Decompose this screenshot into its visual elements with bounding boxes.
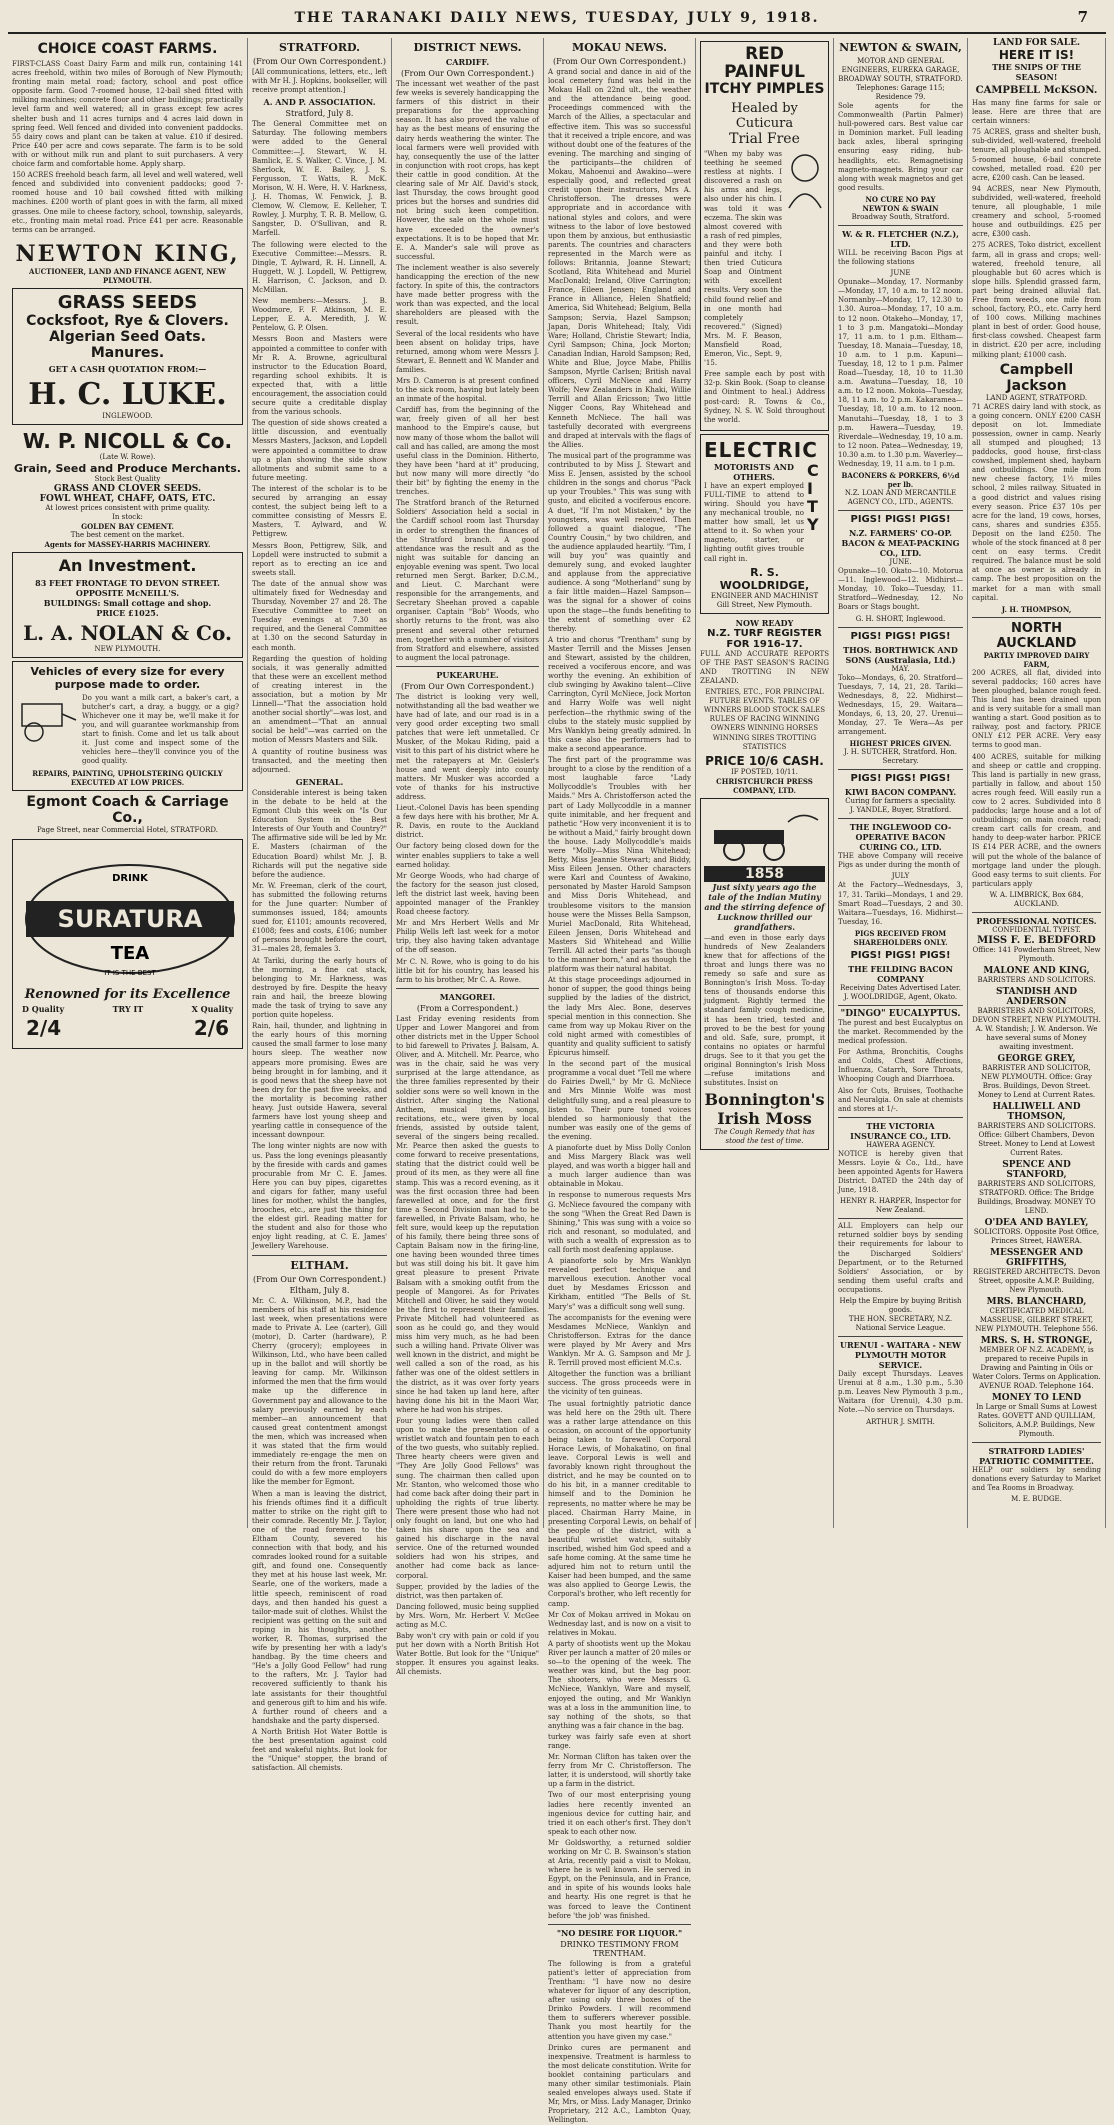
prof-blanchard-sub: CERTIFICATED MEDICAL MASSEUSE, GILBERT STREET, NEW PLYMOUTH. Telephone 556. xyxy=(975,1306,1098,1333)
borthwick-sign: J. H. SUTCHER, Stratford. Hon. Secretary. xyxy=(844,748,957,766)
north-auckland-sub: PARTLY IMPROVED DAIRY FARM, xyxy=(983,650,1090,669)
column-5 xyxy=(696,38,834,1528)
prof-stronge-sub: MEMBER OF N.Z. ACADEMY, is prepared to receive Pupils in Drawing and Painting in Oils or Water Colors. Terms on Application. AVENUE ROAD. Telephone 164. xyxy=(972,1345,1101,1390)
newton-swain-tel: Telephones: Garage 115; Residence 79. xyxy=(856,84,945,101)
gen-p4: Rain, hail, thunder, and lightning in the early hours of this morning caused the small farmer to lose many hours sleep. The weather now appears more promising. Ewes are being brought in for lambing, and it is good news that the sheep have not been dry for the past five weeks, and the mortality is becoming rather heavy. Just outside Hawera, several farmers have lost young sheep and yearling cattle in consequence of the incessant downpour. xyxy=(252,1022,387,1140)
investment-head: An Investment. xyxy=(58,555,197,575)
turf-p2: ENTRIES, ETC., FOR PRINCIPAL FUTURE EVENTS. TABLES OF WINNERS BLOOD STOCK SALES RULES OF RACING WINNING OWNERS WINNING HORSES WINNING SIRES TROTTING STATISTICS xyxy=(703,688,826,751)
eltham-p2: When a man is leaving the district, his friends oftimes find it a difficult matter to strike on the right gift to their comrade. Recently Mr. J. Taylor, one of the road foremen to the Eltham County, severed his connection with that body, and his comrades looked round for a suitable gift, and found one. Consequently they met at his house last week, Mr. Searle, one of the workers, made a little speech, reminiscent of road days, and then handed his guest a tailor-made suit of clothes. Whilst the recipient was getting on the suit and roping in his thoughts, another worker, R. Thomas, surprised the wife by presenting her with a lady's handbag. By the time cheers and "He's a Jolly Good Fellow" had rung to the rafters, Mr. J. Taylor had recovered sufficiently to thank his late assistants for their thoughtful and generous gift to him and his wife. A further round of cheers and a handshake and the party dispersed. xyxy=(252,1489,387,1725)
mokau-p2: The musical part of the programme was contributed to by Miss J. Stewart and Miss E. Jensen, assisted by the school children in the songs and chorus "Pack up your Troubles." This was sung with gusto, and elicited a vociferous encore. A duet, "If I'm not Mistaken," by the youngsters, was well received. Then followed a quaint dialogue, "The Country Cousin," by two children, and the audience applauded heartily. "Tim, I will buy you" was quaintly and demurely sung, and evoked laughter and applause from the appreciative audience. A song "Motherland" sung by a fair little maiden—Hazel Sampson—was the signal for a shower of coins upon the stage—the funds benefiting to the extent of something over £2 thereby. xyxy=(548,451,691,633)
newton-swain-addr: Broadway South, Stratford. xyxy=(851,212,950,221)
borthwick-price: HIGHEST PRICES GIVEN. xyxy=(849,739,952,749)
dingo-p3: Also for Cuts, Bruises, Toothache and Neuralgia. On sale at chemists and stores at 1/-. xyxy=(838,1086,963,1113)
mokau-p18: Mr Goldsworthy, a returned soldier working on Mr C. B. Swainson's station at Aria, recently paid a visit to Mokau, where he is well known. He served in Egypt, on the Peninsula, and in France, and in spite of his wounds looks hale and hearty. His one regret is that he was forced to leave the Continent before 'the job' was finished. xyxy=(548,1838,691,1920)
mokau-p12: The usual fortnightly patriotic dance was held here on the 29th ult. There was a rather large attendance on this occasion, on account of the opportunity being taken to farewell Corporal Horace Lewis, of Mohakatino, on final leave. Corporal Lewis is well and favorably known right throughout the district, and he may be counted on to do his bit, in a manner creditable to himself and to the Dominion he represents, no matter where he may be placed. Chairman Harry Maine, in presenting Corporal Lewis, on behalf of the people of the district, with a beautiful wristlet watch, suitably inscribed, wished him God speed and a safe home coming. At the same time he adjured him not to return until the Kaiser had been bumped, and the same was also applied to George Lewis, the Corporal's brother, who left recently for camp. xyxy=(548,1399,691,1608)
borthwick-list: Toko—Mondays, 6, 20. Stratford—Tuesdays, 7, 14, 21, 28. Tariki—Wednesdays, 8, 22. Midhirst—Wednesdays, 15, 29. Waitara—Mondays, 6, 13, 20, 27. Urenui—Monday, 27. Te Wera—As per arrangement. xyxy=(838,673,963,737)
electric-l1: MOTORISTS AND OTHERS. xyxy=(714,461,794,482)
gen-p1: Considerable interest is being taken in the debate to be held at the Egmont Club this week on "Is Our Education System in the Best Interests of Our Youth and Country?" The affirmative side will be led by Mr. E. Masters (chairman of the Education Board) whilst Mr. J. B. Richards will put the negative side before the audience. xyxy=(252,788,387,879)
prof-money-to-lend: MONEY TO LEND xyxy=(991,1392,1082,1403)
mang-p1: Last Friday evening residents from Upper and Lower Mangorei and from other districts met in the Upper School to bid farewell to Privates J. Balsam, A. Oliver, and A. Mitchell. Mr. Pearce, who was in the chair, said he was very surprised at the large attendance, as the three families represented by their soldier sons were so well known in the district. After singing the National Anthem, musical items, songs, recitations, etc., were given by local friends, assisted by outside talent, several of the singers being recalled. Mr. Pearce then asked the guests to come forward to receive presentations, stating that the district could well be proud of its men, as they were all fine stamp. This was a record evening, as it was the first occasion three had been farewelled at once, and for the first time a Second Division man had to be farewelled, in Private Balsam, who, he felt sure, would keep up the reputation of his family, there being three sons of Captain Balsam now in the firing-line, one having been wounded three times but was still doing his bit. It gave him great pleasure to present Private Balsam with a smoking outfit from the people of Mangorei. As for Privates Mitchell and Oliver, he said they would be the first to represent their families. Private Mitchell had volunteered as soon as he could go, and they would miss him very much, as he had been such a willing hand. Private Oliver was well known in the district, and might be well called a son of the road, as his father was one of the oldest settlers in the district, as it was over forty years since he had taken up land here, after having done his bit in the Maori War, where he had won his stripes. xyxy=(396,1014,539,1414)
mokau-p14: A party of shootists went up the Mokau River per launch a matter of 20 miles or so—to the opening of the week. The weather was kind, but the bag poor. The shooters, who were Messrs G. McNiece, Wanklyn, Ware and myself, enjoyed the outing, and Mr Wanklyn was at a loss in the ammunition line, to say nothing of the shots, so that anything was a fair chance in the bag. xyxy=(548,1639,691,1730)
prof-messenger-griffiths-sub: REGISTERED ARCHITECTS. Devon Street, opposite A.M.P. Building, New Plymouth. xyxy=(972,1267,1101,1294)
feilding-heading: THE FEILDING BACON COMPANY xyxy=(848,963,953,984)
cannon-illustration-icon xyxy=(704,802,828,862)
mokau-p11: Altogether the function was a brilliant success. The gross proceeds were in the vicinity of ten guineas. xyxy=(548,1370,691,1397)
prof-bedford-office: Office: 141 Powderham Street, New Plymouth. xyxy=(972,945,1101,963)
grass-seeds-l4: GET A CASH QUOTATION FROM:— xyxy=(48,363,207,374)
ap-p10: A quantity of routine business was transacted, and the meeting then adjourned. xyxy=(252,747,387,774)
newton-king-sub: AUCTIONEER, LAND AND FINANCE AGENT, NEW PLYMOUTH. xyxy=(29,266,226,285)
fletcher-heading: W. & R. FLETCHER (N.Z.), LTD. xyxy=(842,228,959,249)
tea-x-quality: X Quality xyxy=(191,1003,233,1014)
victoria-heading: THE VICTORIA INSURANCE CO., LTD. xyxy=(850,1120,951,1141)
prof-odea-bayley-sub: SOLICITORS. Opposite Post Office, Princes Street, HAWERA. xyxy=(973,1227,1100,1245)
newton-swain-heading: NEWTON & SWAIN, xyxy=(839,41,962,54)
no-cure-no-pay: NO CURE NO PAY xyxy=(865,194,936,204)
stratford-sub: (From Our Own Correspondent.) xyxy=(252,57,387,66)
egmont-coach-addr: Page Street, near Commercial Hotel, STRATFORD. xyxy=(37,825,218,834)
cardiff-p2: The inclement weather is also severely handicapping the erection of the new factory. In spite of this, the contractors have made better progress with the work than was expected, and the local shareholders are pleased with the result. xyxy=(396,263,539,327)
nz-farmers-heading: N.Z. FARMERS' CO-OP. BACON & MEAT-PACKING CO., LTD. xyxy=(841,528,960,559)
pigs-banner-4: PIGS! PIGS! PIGS! xyxy=(850,949,951,961)
grass-seeds-ad xyxy=(12,288,243,425)
tea-renowned: Renowned for its Excellence xyxy=(24,986,231,1002)
feilding-text: Receiving Dates Advertised Later. xyxy=(840,983,961,992)
masthead xyxy=(8,4,1106,34)
grass-seeds-l2: Algerian Seed Oats. xyxy=(49,328,206,345)
investment-l2: OPPOSITE McNEILL'S. xyxy=(75,587,180,598)
pukearuhe-heading: PUKEARUHE. xyxy=(436,669,499,680)
mokau-p9: A pianoforte solo by Mrs Wanklyn revealed perfect technique and marvellous execution. Another vocal duet by Mesdames Ericsson and Kirkham, entitled "The Bells of St. Mary's" was a difficult song well sung. xyxy=(548,1257,691,1311)
limbrick-sign: W. A. LIMBRICK, Box 684, AUCKLAND. xyxy=(989,890,1084,908)
nicoll-l8: Agents for MASSEY-HARRIS MACHINERY. xyxy=(44,539,211,549)
fletcher-text: WILL be receiving Bacon Pigs at the following stations xyxy=(838,248,963,267)
district-news-heading: DISTRICT NEWS. xyxy=(413,41,522,54)
vehicles-text: Do you want a milk cart, a baker's cart, a butcher's cart, a dray, a buggy, or a gig? Whichever one it may be, we'll make it for you, and will guarantee workmanship from start to finish. Come and let us talk about it. Just come and inspect some of the vehicles here—they'll convince you of the good quality. xyxy=(82,693,239,766)
fletcher-agent: N.Z. LOAN AND MERCANTILE AGENCY CO., LTD., AGENTS. xyxy=(844,489,957,507)
ladies-patriotic-text: HELP our soldiers by sending donations every Saturday to Market and Tea Rooms in Broadway. xyxy=(972,1465,1101,1493)
cardiff-heading: CARDIFF. xyxy=(445,57,490,67)
mokau-p4: The first part of the programme was brought to a close by the rendition of a most laughable farce "Lady Mollycoddle's Troubles with her Maids." Mrs A. Christofferson acted the part of Lady Mollycoddle in a manner quite inimitable, and her frequent and pathetic "How very inconvenient it is to be without a Maid," fairly brought down the house. Lady Mollycoddle's maids were "Molly—Miss Nina Whitehead; Betty, Miss Jeannie Stewart; and Biddy, Miss Eileen Jensen. Other characters were Karl and Countess of Awakino, personated by Master Harold Sampson and Miss Doris Whitehead, and troublesome visitors to the mansion house were the Misses Bella Sampson, Muriel MacDonald, Rita Whitehead, Eileen Jensen, Doris Whitehead and Masters Sid Whitehead and Willie Terrill. All acted their parts "as though to the manner born," and as though the platform was their natural habitat. xyxy=(548,756,691,974)
nz-farmers-june: JUNE. xyxy=(889,558,912,567)
nicoll-l6: GOLDEN BAY CEMENT. xyxy=(81,521,174,531)
page-number: 7 xyxy=(1077,8,1088,26)
inglewood-text: THE above Company will receive Pigs as under during the month of xyxy=(838,852,963,870)
cardiff-p6: The Stratford branch of the Returned Soldiers' Association held a social in the Cardiff school room last Thursday in order to strengthen the finances of the Stratford branch. A good attendance was the result and as the night was suitable for dancing an enjoyable evening was spent. Two local returned men Sergt. Barker, D.C.M., and Lieut. C. Marchant were responsible for the arrangements, and Secretary Sheehan proved a capable organiser. Captain "Bob" Woods, who shortly returns to the front, was also present and several other returned men, together with a number of visitors from Stratford and elsewhere, assisted to augment the local patronage. xyxy=(396,499,539,662)
luke-town: INGLEWOOD. xyxy=(102,411,153,420)
prof-spence-stanford-sub: BARRISTERS AND SOLICITORS, STRATFORD. Office: The Bridge Buildings, Broadway. MONEY TO LEND. xyxy=(977,1179,1096,1215)
cardiff-p3: Several of the local residents who have been absent on holiday trips, have returned, among whom were Messrs J. Stewart, E. Bennett and W. Mander and families. xyxy=(396,329,539,374)
prof-stronge: MRS. S. H. STRONGE, xyxy=(980,1335,1093,1346)
mokau-p15: turkey was fairly safe even at short range. xyxy=(548,1732,691,1750)
mokau-p5: At this stage proceedings adjourned in honor of supper, the good things being supplied by the ladies of the district, the lady Mrs Alec. Bone, deserves special mention in this connection. She came from way up Mokau River on the cold night armed with comestibles of quantity and quality sufficient to satisfy Epicurus himself. xyxy=(548,976,691,1058)
vehicles-l1: Vehicles of every size for every xyxy=(30,664,225,678)
gen-p2: Mr. W. Freeman, clerk of the court, has submitted the following returns for the June quarter: Number of summonses issued, 184; amounts sued for, £1101; amounts recovered, £1008; fees and costs, £106; number of persons brought before the court, 31—males 28, females 3. xyxy=(252,881,387,954)
cuticura-p1: "When my baby was teething he seemed restless at nights. I discovered a rash on his arms and legs, also under his chin. I was told it was eczema. The skin was almost covered with a rash of red pimples, and they were both painful and itchy. I then tried Cuticura Soap and Ointment with excellent results. Very soon the child found relief and in one month had completely recovered." (Signed) Mrs. M. F. Beason, Mansfield Road, Emeron, Vic., Sept. 9, '15. xyxy=(704,150,782,368)
newton-swain-l1: MOTOR AND GENERAL ENGINEERS, EUREKA GARAGE, BROADWAY SOUTH, STRATFORD. xyxy=(838,57,963,83)
inglewood-list: At the Factory—Wednesdays, 3, 17, 31. Tariki—Mondays, 1 and 29. Smart Road—Tuesdays, 2 and 30. Waitara—Tuesdays, 16. Midhirst—Tuesday, 16. xyxy=(838,881,963,926)
prof-standish-anderson-sub: BARRISTERS AND SOLICITORS, DEVON STREET, NEW PLYMOUTH. A. W. Standish; J. W. Anderson. We have several sums of Money awaiting investment. xyxy=(972,1006,1101,1051)
gen-p3: At Tariki, during the early hours of the morning, a fine cat stack, belonging to Mr. Harkness, was destroyed by fire. Despite the heavy rain and hail, the breeze blowing made the task of trying to save any portion quite hopeless. xyxy=(252,956,387,1020)
eltham-p3: A North British Hot Water Bottle is the best presentation against cold feet and wakeful nights. But look for the "Unique" stopper, the brand of satisfaction. All chemists. xyxy=(252,1727,387,1773)
prof-spence-stanford: SPENCE AND STANFORD, xyxy=(1002,1159,1071,1180)
coast-farms-heading: CHOICE COAST FARMS. xyxy=(37,41,218,57)
employers-sign: THE HON. SECRETARY, N.Z. National Service League. xyxy=(848,1315,953,1333)
nicoll-l2: GRASS AND CLOVER SEEDS. xyxy=(53,483,202,494)
employers-help: Help the Empire by buying British goods. xyxy=(839,1297,962,1315)
prof-george-grey-sub: BARRISTER AND SOLICITOR, NEW PLYMOUTH. Office: Gray Bros. Buildings, Devon Street. Money to Lend at Current Rates. xyxy=(977,1063,1096,1099)
general-heading: GENERAL. xyxy=(295,776,344,787)
wooldridge-name: R. S. WOOLDRIDGE, xyxy=(719,565,810,592)
bonnington-tag: The Cough Remedy that has stood the test of time. xyxy=(714,1128,815,1146)
feilding-sign: J. WOOLDRIDGE, Agent, Okato. xyxy=(843,992,958,1001)
north-auckland-p1: 200 ACRES, all flat, divided into several paddocks; 160 acres have been ploughed, balance rough feed. This land has been drained upon and is very suitable for a small man wanting a start. Good position as to railway, post and factory. PRICE ONLY £12 PER ACRE. Very easy terms to good man. xyxy=(972,668,1101,750)
bonnington-p2: —and even in those early days hundreds of New Zealanders knew that for affections of the throat and lungs there was no remedy so safe and sure as Bonnington's Irish Moss. To-day tens of thousands endorse this judgment. Rightly termed the standard family cough medicine, it has been tried, tested and proved to be the best for young and old. Safe, sure, prompt, it contains no opiates or harmful drugs. See to it that you get the original Bonnington's Irish Moss—refuse imitations and substitutes. Insist on xyxy=(704,933,825,1088)
tea-d-quality: D Quality xyxy=(22,1003,65,1014)
coast-farms-text: FIRST-CLASS Coast Dairy Farm and milk run, containing 141 acres freehold, within two miles of Borough of New Plymouth; fronting main metal road; factory, school and post office opposite farm. Good 7-roomed house, 12-bail shed fitted with milking machines; concrete floor and other buildings; practically level farm and well watered; all in grass except few acres shelter bush and 11 acres turnips and 4 acres laid down in spring feed. Well fenced and divided into convenient paddocks. 55 dairy cows and plant can be taken at value. £10 if desired. Price £40 per acre and cows separate. The farm is to be sold with or without milk run and plant to suit purchasers. A very choice farm and comfortable home. Apply sharp. xyxy=(12,60,243,169)
no-desire-p2: Drinko cures are permanent and inexpensive. Treatment is harmless to the most delicate constitution. Write for booklet containing particulars and many other similar testimonials. Plain sealed envelopes always used. State if Mr, Mrs, or Miss. Lady Manager, Drinko Proprietary, 212 A.C., Lambton Quay, Wellington. xyxy=(548,2043,691,2125)
turf-now-ready: NOW READY xyxy=(735,617,794,628)
mokau-sub: (From Our Own Correspondent.) xyxy=(552,57,687,66)
pukearuhe-sub: (From Our Own Correspondent.) xyxy=(400,681,535,691)
no-desire-heading: "NO DESIRE FOR LIQUOR." xyxy=(556,1927,683,1938)
prof-money-to-lend-sub: In Large or Small Sums at Lowest Rates. GOVETT AND QUILLIAM, Solicitors, A.M.P. Buildings, New Plymouth. xyxy=(976,1402,1097,1438)
mangorei-heading: MANGOREI. xyxy=(439,991,496,1002)
kiwi-text: Curing for farmers a speciality. xyxy=(845,797,956,806)
prof-malone-king: MALONE AND KING, xyxy=(983,965,1090,976)
borthwick-heading: THOS. BORTHWICK AND SONS (Australasia, Ltd.) xyxy=(843,644,958,665)
ladies-patriotic-sign: M. E. BUDGE. xyxy=(1011,1495,1062,1504)
campbell-intro: Has many fine farms for sale or lease. Here are three that are certain winners: xyxy=(972,99,1101,126)
nolan-name: L. A. NOLAN & Co. xyxy=(23,620,232,645)
victoria-sub: HAWERA AGENCY. xyxy=(866,1140,935,1149)
mokau-p16: Mr. Norman Clifton has taken over the ferry from Mr C. Christofferson. The latter, it is understood, will shortly take up a farm in the district. xyxy=(548,1753,691,1789)
campbell-p2: 94 ACRES, near New Plymouth, subdivided, well-watered, freehold tenure, all ploughable, 1 mile creamery and school, 5-roomed house and outbuildings. £25 per acre, £300 cash. xyxy=(972,184,1101,239)
nicoll-merchants: Grain, Seed and Produce Merchants. xyxy=(14,461,241,475)
puke-p1: The district is looking very well, notwithstanding all the bad weather we have had of late, and our road is in a very good order excepting two small patches that were left unmetalled. Cr Musker, of the Mokau Riding, paid a visit to this part of his district where he met the ratepayers at Mr. Geisler's house and went deeply into county matters. Mr Musker was accorded a vote of thanks for his instructive address. xyxy=(396,692,539,801)
turf-company: CHRISTCHURCH PRESS COMPANY, LTD. xyxy=(716,776,813,795)
luke-name: H. C. LUKE. xyxy=(28,376,227,412)
nicoll-l4: At lowest prices consistent with prime quality. xyxy=(45,503,210,512)
mokau-p7: A pianoforte duet by Miss Dolly Conlon and Miss Margery Black was well played, and was worth a bigger hall and a much larger audience than was obtainable in Mokau. xyxy=(548,1143,691,1189)
eltham-date: Eltham, July 8. xyxy=(289,1285,350,1295)
bonnington-p1: Just sixty years ago the tale of the Indian Mutiny and the stirring defence of Lucknow thrilled our grandfathers. xyxy=(704,881,825,932)
mokau-p3: A trio and chorus "Trentham" sung by Master Terrill and the Misses Jensen and Stewart, assisted by the children, received a vociferous encore, and was worthy the evening. An exhibition of club swinging by Awakino talent—Clive Carrington, Cyril McNiece, Jock Morton and Harry Wolfe was well night perfection—the rhythmic swing of the clubs to the stately music supplied by Mrs Wanklyn being greatly admired. In this case also the performers had to make a second appearance. xyxy=(548,635,691,753)
prof-halliwell-thomson: HALLIWELL AND THOMSON, xyxy=(992,1101,1081,1122)
here-it-is: HERE IT IS! xyxy=(998,48,1075,62)
mokau-p8: In response to numerous requests Mrs G. McNiece favoured the company with the song "When the Great Red Dawn is Shining," This was sung with a voice so rich and resonant, so modulated, and with such a wealth of expression as to call forth most deafening applause. xyxy=(548,1191,691,1254)
bonnington-year: 1858 xyxy=(704,866,825,882)
ap-p4: Messrs Boon and Masters were appointed a committee to confer with Mr R. A. Browne, agricultural instructor to the Education Board, regarding school exhibits. It is expected that, with a little encouragement, the association could secure quite a creditable display from the various schools. xyxy=(252,335,387,417)
wooldridge-role: ENGINEER AND MACHINIST xyxy=(710,591,819,600)
north-auckland-heading: NORTH AUCKLAND xyxy=(996,620,1077,651)
egmont-coach-name: Egmont Coach & Carriage Co., xyxy=(26,793,229,826)
mang-p2: Four young ladies were then called upon to make the presentation of a wristlet watch and fountain pen to each of the two guests, who suitably replied. Three hearty cheers were given and "They Are Jolly Good Fellows" was sung. The chairman then called upon Mr. Stanton, who welcomed those who had come back after doing their part in upholding the rights of true liberty. There were present those who had not only fought on land, but one who had taken his share upon the sea and gained his discharge in the naval service. One of the returned wounded soldiers had won his stripes, and another had come back as lance-corporal. xyxy=(396,1416,539,1580)
mokau-p10: The accompanists for the evening were Mesdames McNiece, Wanklyn and Christofferson. Extras for the dance were played by Mr Avery and Mrs Wanklyn. Mr A. G. Sampson and Mr J. R. Terrill proved most efficient M.C.s. xyxy=(548,1313,691,1368)
cuticura-l3: Healed by Cuticura xyxy=(731,101,798,131)
kiwi-sign: J. YANDLE, Buyer, Stratford. xyxy=(849,806,952,815)
puke-p3: Our factory being closed down for the winter enables suppliers to take a well earned holiday. xyxy=(396,842,539,869)
turf-posted: IF POSTED, 10/11. xyxy=(730,767,799,776)
ap-p9: Regarding the question of holding socials, it was generally admitted that these were an excellent method of creating interest in the association, but a motion by Mr Linnell—"That the association hold another social shortly"—was lost, and an amendment—"That an annual social be held"—was carried on the motion of Messrs Masters and Silk. xyxy=(252,654,387,745)
prof-malone-king-sub: BARRISTERS AND SOLICITORS. xyxy=(977,975,1096,984)
column-1 xyxy=(8,38,248,1528)
column-2 xyxy=(248,38,392,1773)
inglewood-pref: PIGS RECEIVED FROM SHAREHOLDERS ONLY. xyxy=(853,928,948,947)
stratford-heading: STRATFORD. xyxy=(279,41,360,54)
cuticura-l2: ITCHY PIMPLES xyxy=(704,81,825,97)
nicoll-l7: The best cement on the market. xyxy=(70,530,185,539)
nicoll-l3: FOWL WHEAT, CHAFF, OATS, ETC. xyxy=(39,493,216,504)
vehicles-ad xyxy=(12,661,243,791)
ap-p7: Messrs Boon, Pettigrew, Silk, and Lopdell were instructed to submit a report as to erecting an ice and sweets stall. xyxy=(252,541,387,577)
cuticura-ad xyxy=(700,41,829,431)
thompson-sign: J. H. THOMPSON, xyxy=(1001,604,1072,614)
no-desire-p1: The following is from a grateful patient's letter of appreciation from Trentham: "I have now no desire whatever for liquor of any description, after using only three boxes of the Drinko Powders. I will recommend them to sufferers wherever possible. Thank you most heartily for the attention you have given my case." xyxy=(548,1959,691,2041)
mang-p3: Supper, provided by the ladies of the district, was then partaken of. xyxy=(396,1582,539,1600)
ladies-patriotic-heading: STRATFORD LADIES' PATRIOTIC COMMITTEE. xyxy=(979,1445,1094,1466)
gen-p5: The long winter nights are now with us. Pass the long evenings pleasantly by the fireside with cards and games procurable from Mr C. E. James. Here you can buy pipes, cigarettes and cigars for father, many useful lines for mother, whilst the bangles, brooches, etc., are just the thing for the eldest girl. Reading matter for the student and also for those who enjoy light reading, at C. E. James' Jewellery Warehouse. xyxy=(252,1142,387,1251)
prof-odea-bayley: O'DEA AND BAYLEY, xyxy=(984,1217,1089,1228)
investment-l1: 83 FEET FRONTAGE TO DEVON STREET. xyxy=(35,577,220,588)
newton-king-name: NEWTON KING, xyxy=(15,240,240,267)
ap-heading: A. AND P. ASSOCIATION. xyxy=(263,97,376,108)
turf-price: PRICE 10/6 CASH. xyxy=(705,753,824,768)
cuticura-l1: RED PAINFUL xyxy=(724,44,805,82)
cardiff-p4: Mrs D. Cameron is at present confined to the sick room, having but lately been an inmate of the hospital. xyxy=(396,377,539,404)
ap-p6: The interest of the scholar is to be secured by arranging an essay contest, the subject being left to a committee consisting of Messrs E. Masters, T. Aylward, and W. Pettigrew. xyxy=(252,484,387,539)
nicoll-name: W. P. NICOLL & Co. xyxy=(22,428,233,453)
campbell-p1: 75 ACRES, grass and shelter bush, sub-divided, well-watered, freehold tenure, all ploughable and stumped. 5-roomed house, 6-bail concrete cowshed, metalled road. £20 per acre, £200 cash. Can be leased. xyxy=(972,128,1101,182)
campbell-p3: 275 ACRES, Toko district, excellent farm, all in grass and crops; well-watered, freehold tenure, all ploughable but 60 acres which is slope hills. Splendid grassed farm, part being drained alluvial flat. Free from weeds, one mile from school, factory, P.O., etc. Carry herd of 100 cows. Milking machines plant in best of order. Good house, first-class cowshed. Cheapest farm in district. £20 per acre, including milking plant; £1000 cash. xyxy=(972,241,1101,359)
puke-p5: Mr and Mrs Herbert Wells and Mr Philip Wells left last week for a motor trip, they also having taken advantage of the off season. xyxy=(396,919,539,955)
mang-p4: Dancing followed, music being supplied by Mrs. Worn, Mr. Herbert V. McGee acting as M.C. xyxy=(396,1602,539,1629)
ap-p5: The question of side shows created a little discussion, and eventually Messrs Masters, Jackson, and Lopdell were appointed a committee to draw up a plan showing the side show allotments and submit same to a future meeting. xyxy=(252,419,387,482)
grass-seeds-l1: Cocksfoot, Rye & Clovers. xyxy=(26,312,229,329)
tea-word: TEA xyxy=(110,942,150,964)
vehicles-repair: REPAIRS, PAINTING, UPHOLSTERING QUICKLY EXECUTED AT LOW PRICES. xyxy=(32,768,223,787)
victoria-sign: HENRY R. HARPER, Inspector for New Zealand. xyxy=(839,1197,962,1215)
inglewood-heading: THE INGLEWOOD CO-OPERATIVE BACON CURING CO., LTD. xyxy=(849,822,952,853)
campbell-jackson-p1: 71 ACRES dairy land with stock, as a going concern. ONLY £200 CASH deposit on lot. Immediate possession, owner in camp. Nearly all stumped and ploughed; 13 paddocks, good house, first-class cowshed, implement shed, haybarn and outbuildings. One mile from new cheese factory, 1½ miles school, 2 miles railway. Situated in a good district and values rising every season. Price £37 10s per acre for the land, 19 cows, horses, cans, shares and sundries £355. Deposit on the land £250. The whole of the stock financed at 8 per cent on easy terms. Credit required. The balance must be sold at once as owner is already in camp. The best proposition on the market for a man with small capital. xyxy=(972,402,1101,602)
tea-price-1: 2/4 xyxy=(26,1015,62,1040)
nolan-town: NEW PLYMOUTH. xyxy=(94,644,161,653)
puke-p6: Mr C. N. Rowe, who is going to do his little bit for his country, has leased his farm to his brother, Mr C. A. Rowe. xyxy=(396,957,539,984)
dingo-p2: For Asthma, Bronchitis, Coughs and Colds, Chest Affections, Influenza, Catarrh, Sore Throats, Whooping Cough and Diarrhoea. xyxy=(838,1048,963,1084)
newton-swain-text: Sole agents for the Commonwealth (Partin Palmer) hull-powered cars. Best value car in Dominion market. Full leading back axles, liberal springing ensuring easy riding, hub-headlights, etc. Remagnetising magneto-magnets. Bring your car along with weak magnetos and get good results. xyxy=(838,102,963,192)
tea-try: TRY IT xyxy=(112,1003,144,1014)
nicoll-late: (Late W. Rowe). xyxy=(99,452,156,461)
electric-city: CITY xyxy=(807,460,820,534)
fletcher-pay: BACONERS & PORKERS, 6½d per lb. xyxy=(841,471,960,490)
cardiff-sub: (From Our Own Correspondent.) xyxy=(400,69,535,78)
urenui-heading: URENUI - WAITARA - NEW PLYMOUTH MOTOR SERVICE. xyxy=(840,1340,961,1371)
dingo-heading: "DINGO" EUCALYPTUS. xyxy=(840,1008,961,1019)
investment-l4: PRICE £1025. xyxy=(96,607,159,618)
north-auckland-p2: 400 ACRES, suitable for milking and sheep or cattle and cropping. This land is partially in new grass, partially in fallow, and about 150 acres rough feed. Will easily run a cow to 2 acres. Subdivided into 8 paddocks; large house and a lot of outbuildings; on main coach road; cream cart calls for cream, and handy to deep-water harbor. PRICE IS £14 PER ACRE, and the owners will put the whole of the balance of mortgage land under the plough. Good easy terms to suit clients. For particulars apply xyxy=(972,752,1101,888)
fletcher-list: Opunake—Monday, 17. Normanby—Monday, 17, 10 a.m. to 12 noon. Normanby—Monday, 17, 12.30 to 1.30. Auroa—Monday, 17, 10 a.m. to 12 noon. Otakeho—Monday, 17, 1 to 3 p.m. Mangatoki—Monday 17, 11 a.m. to 1 p.m. Eltham—Tuesday, 18. Manaia—Tuesday, 18, 10 a.m. to 1 p.m. Kapuni—Tuesday, 18, 12 to 1 p.m. Palmer Road—Tuesday, 18, 10 to 11.30 a.m. Awatuna—Tuesday, 18, 10 a.m. to 12 noon. Mokoia—Tuesday, 18, 11 a.m. to 2 p.m. Kakaramea—Tuesday, 18, 10 a.m. to 12 noon. Manutahi—Tuesday, 18, 1 to 3 p.m. Hawera—Tuesday, 19. Riverdale—Wednesday, 19, 10 a.m. to 12 noon. Patea—Wednesday, 19, 10.30 a.m. to 1.30 p.m. Waverley—Wednesday, 19, 11 a.m. to 1 p.m. xyxy=(838,278,963,468)
tea-name: SURATURA xyxy=(57,904,203,933)
nz-farmers-list: Opunake—10. Okato—10. Motorua—11. Inglewood—12. Midhirst—Monday, 10. Toko—Tuesday, 11. Stratford—Wednesday, 12. No Boars or Stags bought. xyxy=(838,567,963,612)
pigs-banner-1: PIGS! PIGS! PIGS! xyxy=(850,514,951,526)
pigs-banner-2: PIGS! PIGS! PIGS! xyxy=(850,630,951,642)
eltham-p1: Mr. C. A. Wilkinson, M.P., had the members of his staff at his residence last week, when presentations were made to Private A. Lee (carter), Gill (motor), D. Carter (hardware), P. Cherry (grocery); employees in Wilkinson, Ltd., who have been called up in the ballot and will shortly be leaving for camp. Mr. Wilkinson informed the men that the firm would make up the difference in Government pay and allowance to the salary previously earned by each member—an announcement that caused great contentment amongst the men, which was increased when it was stated that the firm would immediately re-engage the men on their return from the front. Tarunaki could do with a few more employers like the member for Egmont. xyxy=(252,1296,387,1487)
ap-p1: The General Committee met on Saturday. The following members were added to the General Committee:—J. Stewart, W. H. Bamlick, E. S. Walker, C. Vince, J. M. Sherlock, W. E. Bailey, J. S. Fergusson, T. Watts, R. McK. Morison, W. H. Were, H. V. Harkness, J. H. Thomas, W. Fenwick, J. B. Clemow, W. Clemow, E. Kelleher, T. Rowley, J. Murphy, T. R. B. Mellow, G. Sangster, D. O'Sullivan, and R. Marfell. xyxy=(252,120,387,238)
column-7 xyxy=(968,38,1106,1528)
ap-p2: The following were elected to the Executive Committee:—Messrs. R. Dingle, T. Aylward, R. H. Linnell, A. Huggett, W. J. Lopdell, W. Pettigrew, H. Harrison, C. Jackson, and D. McMillan. xyxy=(252,240,387,294)
column-6 xyxy=(834,38,968,1528)
nz-farmers-sign: G. H. SHORT, Inglewood. xyxy=(855,614,946,623)
turf-p1: FULL AND ACCURATE REPORTS OF THE PAST SEASON'S RACING AND TROTTING IN NEW ZEALAND. xyxy=(700,649,829,685)
tea-best: IT IS THE BEST xyxy=(104,968,156,977)
tea-price-2: 2/6 xyxy=(193,1015,229,1040)
electric-city-ad xyxy=(700,434,829,614)
eltham-heading: ELTHAM. xyxy=(290,1258,349,1272)
column-4 xyxy=(544,38,696,2125)
prof-george-grey: GEORGE GREY, xyxy=(997,1053,1076,1064)
beach-farm-text: 150 ACRES freehold beach farm, all level and well watered, well fenced and subdivided into convenient paddocks; good 7-roomed house and 10 bail cowshed fitted with milking machines. £200 worth of plant goes in with the farm, all mixed grasses. One mile to cheese factory, school, township, saleyards, etc., fronting main metal road. Price £41 per acre. Reasonable terms can be arranged. xyxy=(12,171,243,234)
electric-text: I have an expert employed FULL-TIME to attend to wiring. Should you have any mechanical trouble, no matter how small, let us attend to it. So when your magneto, starter, or lighting outfit gives trouble call right in. xyxy=(704,481,804,563)
baby-portrait-icon xyxy=(785,150,825,210)
prof-standish-anderson: STANDISH AND ANDERSON xyxy=(995,986,1078,1007)
cart-icon xyxy=(16,694,78,744)
grass-seeds-head: GRASS SEEDS xyxy=(57,291,198,313)
borthwick-may: MAY. xyxy=(891,664,910,673)
masthead-title: THE TARANAKI DAILY NEWS, TUESDAY, JULY 9, 1918. xyxy=(294,10,820,26)
kiwi-heading: KIWI BACON COMPANY. xyxy=(844,787,957,798)
prof-bedford: MISS F. E. BEDFORD xyxy=(977,934,1096,946)
nicoll-l5: In stock: xyxy=(112,512,143,521)
urenui-text: Daily except Thursdays. Leaves Urenui at 8 a.m., 1.30 p.m., 5.30 p.m. Leaves New Plymouth 3 p.m., Waitara (for Urenui), 4.30 p.m. Note.—No service on Thursdays. xyxy=(838,1370,963,1415)
stratford-note: [All communications, letters, etc., left with Mr H. J. Hopkins, bookseller, will receive prompt attention.] xyxy=(252,68,387,95)
column-3 xyxy=(392,38,544,1677)
turf-title: N.Z. TURF REGISTER FOR 1916-17. xyxy=(707,627,822,650)
mang-p5: Baby won't cry with pain or cold if you put her down with a North British Hot Water Bottle. But look for the "Unique" stopper. It ensures you against leaks. All chemists. xyxy=(396,1632,539,1677)
urenui-sign: ARTHUR J. SMITH. xyxy=(866,1417,935,1426)
ap-p3: New members:—Messrs. J. B. Woodmore, F. F. Atkinson, M. E. Lepper, E. A. Meredith, J. W. Pentelow, G. P. Olsen. xyxy=(252,297,387,333)
grass-seeds-l3: Manures. xyxy=(90,344,165,361)
campbell-jackson-sub: LAND AGENT, STRATFORD. xyxy=(985,393,1088,402)
vehicles-l2: purpose made to order. xyxy=(54,677,201,691)
tea-drink: DRINK xyxy=(112,872,148,884)
pigs-banner-3: PIGS! PIGS! PIGS! xyxy=(850,773,951,785)
mokau-p6: In the second part of the musical programme a vocal duet "Tell me where do Fairies Dwell," by Mr G. McNiece and Mrs Minnie Wolfe was most delightfully sung, and a real pleasure to listen to. Their pure toned voices blended so harmoniously that the number was easily one of the gems of the evening. xyxy=(548,1060,691,1141)
eltham-sub: (From Our Own Correspondent.) xyxy=(252,1274,387,1284)
mangorei-sub: (From a Correspondent.) xyxy=(416,1003,519,1013)
bonnington-brand: Bonnington's Irish Moss xyxy=(704,1090,825,1129)
ap-p8: The date of the annual show was ultimately fixed for Wednesday and Thursday, November 27 and 28. The Executive Committee to meet on Tuesday evenings at 7.30 as required, and the General Committee at 1.30 on the second Saturday in each month. xyxy=(252,579,387,652)
prof-halliwell-thomson-sub: BARRISTERS AND SOLICITORS. Office: Gilbert Chambers, Devon Street. Money to Lend at Lowest Current Rates. xyxy=(977,1121,1096,1157)
mokau-p1: A grand social and dance in aid of the local cemetery fund was held in the Mokau Hall on 22nd ult., the weather and the attendance being good. Proceedings commenced with the March of the Allies, a spectacular and effective item. This was so successful that it received a triple encore, and was without doubt one of the features of the evening. The marching and singing of the participants—the children of Mokau, Mahoenui and Awakino—were especially good, and reflected great credit upon their instructors, Mrs A. Christofferson. The dresses were appropriate and in accordance with national styles and colors, and were witness to the labor of love bestowed upon them by anxious, but enthusiastic parents. The countries and characters represented in the March were as follows: Britannia, Joanne Stewart; Scotland, Rita Whitehead and Muriel MacDonald; Ireland, Olive Carrington; France, Eileen Jensen; England and France in Alliance, Helen Shatfield; America, Sid Whitehead; Belgium, Bella Sampson; Servia, Hazel Sampson; Japan, Doris Whitehead; Italy, Vidi Ware; Holland, Christie Stewart; India, Cyril Sampson; China, Jock Morton; Canadian Indian, Harold Sampson; Red, White and Blue, Joyce Mabe, Phillis Sampson, Myrtle Carlsen; British naval officers, Cyril McNiece and Harry Wolfe; New Zealanders in Khaki, Willie Terrill and Allan Ericsson; Two little Nigger Coons, Ray Whitehead and Kenneth McNiece. The hall was tastefully decorated with evergreens and draped at intervals with the flags of the Allies. xyxy=(548,68,691,449)
puke-p4: Mr George Woods, who had charge of the factory for the season just closed, left the district last week, having been appointed manager of the Frankley Road cheese factory. xyxy=(396,871,539,917)
investment-l3: BUILDINGS: Small cottage and shop. xyxy=(43,597,212,608)
cardiff-p1: The incessant wet weather of the past few weeks is severely handicapping the farmers of this district in their preparations for the approaching season. It has also proved the value of hay as the best means of ensuring the dairy herds weathering the winter. The local farmers were well provided with hay, consequently the use of the latter in conjunction with root crops, has kept their cattle in good condition. At the clearing sale of Mr Alf. David's stock, last Thursday, the cows brought good prices but the horses and sundries did not bring such keen competition. However, the sale on the whole must have exceeded the owner's expectations. It is to be hoped that Mr. E. A. Mander's sale will prove as successful. xyxy=(396,80,539,261)
employers-text: ALL Employers can help our returned soldier boys by sending their requirements for labour to the Discharged Soldiers' Department, or to the Returned Soldiers' Association, or by sending them useful crafts and occupations. xyxy=(838,1222,963,1294)
wooldridge-addr: Gill Street, New Plymouth. xyxy=(716,600,813,609)
campbell-jackson-name: Campbell Jackson xyxy=(999,361,1074,394)
puke-p2: Lieut.-Colonel Davis has been spending a few days here with his brother, Mr A. R. Davis, en route to the Auckland district. xyxy=(396,804,539,840)
cuticura-l4: Trial Free xyxy=(729,131,800,147)
ap-date: Stratford, July 8. xyxy=(285,109,354,119)
land-for-sale-heading: LAND FOR SALE. xyxy=(992,38,1081,48)
teapot-icon xyxy=(16,843,244,983)
dingo-p1: The purest and best Eucalyptus on the market. Recommended by the medical profession. xyxy=(838,1018,963,1046)
cuticura-p2: Free sample each by post with 32-p. Skin Book. (Soap to cleanse and Ointment to heal.) Address post-card: R. Towns & Co., Sydney, N. S. W. Sold throughout the world. xyxy=(704,370,825,424)
mokau-p13: Mr Cox of Mokau arrived in Mokau on Wednesday last, and is now on a visit to relatives in Mokau. xyxy=(548,1610,691,1637)
campbell-mckson-name: CAMPBELL McKSON. xyxy=(975,85,1098,96)
suratura-tea-ad xyxy=(12,839,243,1049)
mokau-heading: MOKAU NEWS. xyxy=(571,41,667,54)
prof-confidential: CONFIDENTIAL TYPIST. xyxy=(992,925,1081,934)
fletcher-june: JUNE xyxy=(890,269,911,278)
cardiff-p5: Cardiff has, from the beginning of the war, freely given of all her best manhood to the Empire's cause, but now many of those whom the ballot will call and has called, are among the most useful class in the Dominion. Hitherto, they have been "hard at it" producing, but now many will more directly "do their bit" by fighting the enemy in the trenches. xyxy=(396,406,539,497)
nicoll-l1: Stock Best Quality xyxy=(94,474,161,483)
professional-heading: PROFESSIONAL NOTICES. xyxy=(976,915,1097,926)
bonnington-ad xyxy=(700,798,829,1151)
prof-blanchard: MRS. BLANCHARD, xyxy=(986,1296,1087,1307)
prof-messenger-griffiths: MESSENGER AND GRIFFITHS, xyxy=(990,1247,1083,1268)
electric-word: ELECTRIC xyxy=(704,437,818,462)
no-desire-sub: DRINKO TESTIMONY FROM TRENTHAM. xyxy=(560,1939,679,1958)
mokau-p17: Two of our most enterprising young ladies here recently invented an ingenious device for cutting hair, and tried it on each other's first. They don't speak to each other now. xyxy=(548,1791,691,1836)
newton-swain-name: NEWTON & SWAIN xyxy=(862,203,939,213)
inglewood-month: JULY xyxy=(891,872,910,881)
victoria-text: NOTICE is hereby given that Messrs. Loyie & Co., Ltd., have been appointed Agents for Hawera District. DATED the 24th day of June, 1918. xyxy=(838,1149,963,1195)
snips-of-season: THE SNIPS OF THE SEASON! xyxy=(992,62,1081,82)
investment-ad xyxy=(12,552,243,658)
